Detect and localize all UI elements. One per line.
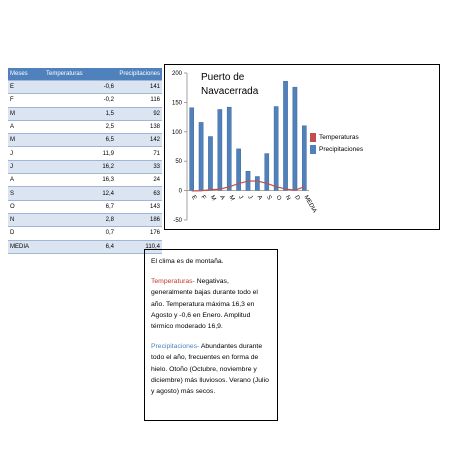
cell-temperatura: 2,5 <box>44 120 116 133</box>
bar-precipitaciones <box>255 176 259 190</box>
cell-precipitacion: 142 <box>116 134 162 147</box>
bar-precipitaciones <box>218 109 222 190</box>
x-tick-label: MEDIA <box>302 194 318 215</box>
cell-temperatura: 2,8 <box>44 213 116 226</box>
x-tick-label: S <box>265 194 273 202</box>
legend-label-temperaturas: Temperaturas <box>319 133 359 141</box>
cell-precipitacion: 143 <box>116 200 162 213</box>
cell-precipitacion: 92 <box>116 107 162 120</box>
legend-item-temperaturas <box>310 131 363 143</box>
legend-item-precipitaciones <box>310 143 363 155</box>
y-tick-label: -50 <box>173 218 182 224</box>
temperature-text: Negativas, generalmente bajas durante todo el año. Temperatura máxima 16,3 en Agosto y -0,6 en Enero. Amplitud térmico moderado 16,9. <box>151 278 258 331</box>
cell-temperatura: 1,5 <box>44 107 116 120</box>
temperature-label: Temperaturas- <box>151 278 195 286</box>
x-tick-label: M <box>227 194 236 202</box>
table-row <box>8 187 162 200</box>
cell-mes: MEDIA <box>8 240 44 253</box>
cell-precipitacion: 176 <box>116 227 162 240</box>
bar-precipitaciones <box>283 81 287 190</box>
table-row <box>8 160 162 173</box>
y-tick-label: 50 <box>175 159 182 166</box>
table-row <box>8 94 162 107</box>
cell-temperatura: 0,7 <box>44 227 116 240</box>
x-tick-label: A <box>218 194 226 202</box>
cell-temperatura: 16,2 <box>44 160 116 173</box>
cell-temperatura: -0,2 <box>44 94 116 107</box>
y-tick-label: 150 <box>171 100 182 107</box>
cell-precipitacion: 141 <box>116 81 162 94</box>
cell-mes: J <box>8 147 44 160</box>
cell-mes: A <box>8 174 44 187</box>
cell-precipitacion: 63 <box>116 187 162 200</box>
table-row <box>8 200 162 213</box>
cell-mes: N <box>8 213 44 226</box>
table-row <box>8 174 162 187</box>
chart-title <box>201 71 261 99</box>
climate-data-table <box>8 68 162 254</box>
table-row <box>8 240 162 253</box>
x-tick-label: E <box>189 194 198 202</box>
bar-precipitaciones <box>190 108 194 191</box>
y-tick-label: 200 <box>171 71 182 77</box>
cell-precipitacion: 71 <box>116 147 162 160</box>
cell-mes: M <box>8 134 44 147</box>
bar-precipitaciones <box>265 154 269 191</box>
bar-precipitaciones <box>274 107 278 191</box>
precipitation-text: Abundantes durante todo el año, frecuentes en forma de hielo. Otoño (Octubre, noviembre y diciembre) más lluviosos. Verano (Julio y agosto) más secos. <box>151 343 269 396</box>
cell-temperatura: 6,4 <box>44 240 116 253</box>
description-precipitation <box>151 341 271 397</box>
table-row <box>8 81 162 94</box>
table-row <box>8 107 162 120</box>
bar-precipitaciones <box>302 126 306 191</box>
table-row <box>8 227 162 240</box>
cell-mes: F <box>8 94 44 107</box>
cell-precipitacion: 116 <box>116 94 162 107</box>
description-intro: El clima es de montaña. <box>151 258 224 265</box>
header-temperaturas: Temperaturas <box>44 68 116 81</box>
y-tick-label: 100 <box>171 129 182 136</box>
cell-mes: M <box>8 107 44 120</box>
cell-mes: J <box>8 160 44 173</box>
legend-swatch-precipitaciones <box>310 145 316 154</box>
cell-precipitacion: 33 <box>116 160 162 173</box>
cell-precipitacion: 186 <box>116 213 162 226</box>
climate-description-box <box>144 249 278 421</box>
table-header-row <box>8 68 162 81</box>
cell-precipitacion: 138 <box>116 120 162 133</box>
cell-mes: S <box>8 187 44 200</box>
bar-precipitaciones <box>208 137 212 191</box>
cell-mes: E <box>8 81 44 94</box>
x-tick-label: N <box>283 194 292 202</box>
chart-title-line-2: Navacerrada <box>201 86 259 97</box>
table-row <box>8 147 162 160</box>
x-tick-label: J <box>236 194 244 201</box>
chart-title-line-1: Puerto de <box>201 72 245 83</box>
x-tick-label: M <box>208 194 217 202</box>
header-precipitaciones: Precipitaciones <box>116 68 162 81</box>
cell-temperatura: 6,5 <box>44 134 116 147</box>
cell-temperatura: 11,9 <box>44 147 116 160</box>
cell-temperatura: -0,6 <box>44 81 116 94</box>
precipitation-label: Precipitaciones- <box>151 343 200 351</box>
x-tick-label: O <box>274 194 282 202</box>
cell-temperatura: 16,3 <box>44 174 116 187</box>
x-tick-label: J <box>246 194 253 201</box>
legend-swatch-temperaturas <box>310 133 316 142</box>
bar-precipitaciones <box>227 107 231 190</box>
cell-temperatura: 6,7 <box>44 200 116 213</box>
bar-precipitaciones <box>199 122 203 190</box>
chart-legend <box>310 131 363 155</box>
table-row <box>8 213 162 226</box>
x-tick-label: F <box>199 194 207 201</box>
table-row <box>8 134 162 147</box>
x-tick-label: D <box>293 194 301 202</box>
y-tick-label: 0 <box>178 188 182 195</box>
table-row <box>8 120 162 133</box>
legend-label-precipitaciones: Precipitaciones <box>319 145 364 153</box>
cell-mes: O <box>8 200 44 213</box>
description-temperature <box>151 276 271 332</box>
cell-mes: D <box>8 227 44 240</box>
cell-temperatura: 12,4 <box>44 187 116 200</box>
header-meses: Meses <box>8 68 44 81</box>
cell-mes: A <box>8 120 44 133</box>
climate-chart <box>164 64 440 230</box>
bar-precipitaciones <box>293 87 297 190</box>
cell-precipitacion: 24 <box>116 174 162 187</box>
cell-precipitacion: 110,4 <box>116 240 162 253</box>
x-tick-label: A <box>255 194 263 202</box>
